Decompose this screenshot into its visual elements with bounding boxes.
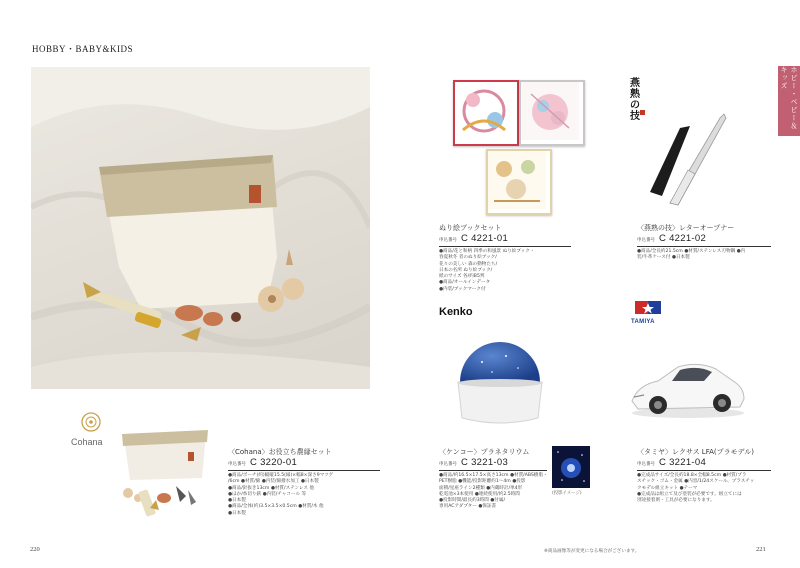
spec-line: ●商品/花と和柄 四季の和風景 ぬり絵ブック・	[439, 249, 535, 254]
spec-line: ●商品/オールインデータ	[439, 280, 491, 286]
planetarium-code-prefix: 申込番号	[439, 462, 457, 467]
cohana-title: 〈Cohana〉お役立ち農縁セット	[228, 448, 332, 456]
letter-opener-brand-mark: 燕熟の技	[630, 78, 640, 122]
nurie-book-2	[519, 80, 585, 146]
cohana-product-image	[116, 428, 212, 520]
lexus-code-prefix: 申込番号	[637, 462, 655, 467]
spec-line: 日本の名所 ぬり絵ブック/	[439, 267, 493, 273]
cohana-logo-text: Cohana	[71, 437, 103, 447]
spec-line: ●内装/ブックマーク付	[439, 286, 486, 292]
letter-opener-code: C 4221-02	[659, 233, 707, 244]
lexus-rule	[637, 470, 771, 471]
planetarium-code: C 3221-03	[461, 457, 509, 468]
letter-opener-title: 〈燕熟の技〉レターオープナー	[637, 224, 735, 232]
nurie-code-prefix: 申込番号	[439, 238, 457, 243]
hero-photo	[31, 67, 370, 389]
nurie-rule	[439, 246, 571, 247]
spec-line: ●完成品は組立て及び塗装が必要です。組立てには	[637, 491, 742, 497]
right-page-number: 221	[756, 546, 766, 553]
lexus-model-image	[628, 355, 748, 420]
spec-line: ●ほか/糸切り鋏 ●内装/チャコール 等	[228, 491, 307, 497]
planetarium-code-row	[439, 457, 508, 468]
tamiya-star-icon	[631, 301, 665, 315]
lexus-specs	[637, 473, 777, 504]
nurie-book-1	[453, 80, 519, 146]
spec-line: ●完成品サイズ/全長約18.8×全幅8.5cm ●材質/プラ	[637, 473, 747, 478]
letter-opener-specs	[637, 249, 777, 262]
spec-line: 花々の美しい 森の動物たち/	[439, 261, 498, 267]
planetarium-rule	[439, 470, 547, 471]
cohana-rule	[228, 470, 380, 471]
spec-line: 専用ACアダプター ●保証書	[439, 504, 497, 510]
spec-line: クモデル組立キット ●テーマ	[637, 485, 698, 491]
spec-line: ●商品/針抜き13cm ●材質/ステンレス 他	[228, 485, 315, 491]
nurie-code-row	[439, 233, 508, 244]
planetarium-projection-inset	[552, 446, 590, 488]
spec-line: 装/牛革ケース付 ●日本製	[637, 255, 690, 261]
cohana-code-row	[228, 457, 297, 468]
letter-opener-code-prefix: 申込番号	[637, 238, 655, 243]
planetarium-title: 〈ケンコー〉プラネタリウム	[439, 448, 530, 456]
nurie-specs	[439, 249, 573, 293]
planetarium-specs	[439, 473, 549, 511]
tamiya-brand-logo	[631, 300, 665, 325]
spec-line: ●商品/全長約21.5cm ●材質/ステンレス刃物鋼 ●内	[637, 249, 746, 254]
spec-line: ●日本製	[228, 510, 246, 516]
tamiya-brand-text: TAMIYA	[631, 319, 655, 325]
category-side-tab: ホビー・ベビー＆キッズ	[778, 66, 800, 136]
kenko-brand-logo: Kenko	[439, 306, 473, 318]
spec-line: 面積/星座ライン2種類 ●内蔵時計/単4形	[439, 485, 523, 491]
nurie-code: C 4221-01	[461, 233, 509, 244]
spec-line: /6cm ●材質/綿 ●内装/綿撥水加工 ●日本製	[228, 479, 319, 485]
spec-line: ●商品/約16.5×17.5×高さ13cm ●材質/ABS樹脂・	[439, 473, 548, 478]
planetarium-image	[454, 338, 546, 428]
lexus-code-row	[637, 457, 706, 468]
cohana-code-prefix: 申込番号	[228, 462, 246, 467]
letter-opener-image	[640, 108, 750, 208]
spec-line: ●投影時間/最長約3時間 ●付属/	[439, 498, 506, 504]
category-header: HOBBY・BABY&KIDS	[32, 44, 134, 54]
spec-line: 紙のサイズ 各/約B5判	[439, 274, 485, 280]
spec-line: 別途接着剤・工具が必要になります。	[637, 498, 715, 504]
cohana-logo-icon	[80, 411, 102, 433]
cohana-code: C 3220-01	[250, 457, 298, 468]
hero-illustration	[31, 67, 370, 389]
lexus-code: C 3221-04	[659, 457, 707, 468]
cohana-specs	[228, 473, 380, 517]
spec-line: 春夏秋冬 者のぬり絵ブック/	[439, 255, 497, 261]
footer-note: ※商品画像等が変更になる場合がございます。	[544, 549, 640, 554]
left-page-number: 220	[30, 546, 40, 553]
letter-opener-rule	[637, 246, 771, 247]
spec-line: ●日本製	[228, 498, 246, 504]
spec-line: スチック・ゴム・金属 ●内容/1/24スケール、プラスチッ	[637, 479, 755, 485]
spec-line: PET樹脂 ●機能/投影距離約1～4m ●投影	[439, 479, 526, 485]
spec-line: 乾電池×3本使用 ●連続使用/約2.5時間	[439, 491, 520, 497]
planetarium-inset-caption: (投影イメージ)	[552, 491, 582, 496]
spec-line: ●商品/ボーチ(約)幅縦15.5(縁)×幅8×深さ9マツゲ	[228, 473, 334, 478]
letter-opener-code-row	[637, 233, 706, 244]
nurie-book-3	[486, 149, 552, 215]
nurie-title: ぬり絵ブックセット	[439, 224, 502, 232]
lexus-title: 〈タミヤ〉レクサス LFA(プラモデル)	[637, 448, 754, 456]
spec-line: ●商品/全体(約)3.5×3.5×0.5cm ●材質/木 他	[228, 504, 324, 510]
